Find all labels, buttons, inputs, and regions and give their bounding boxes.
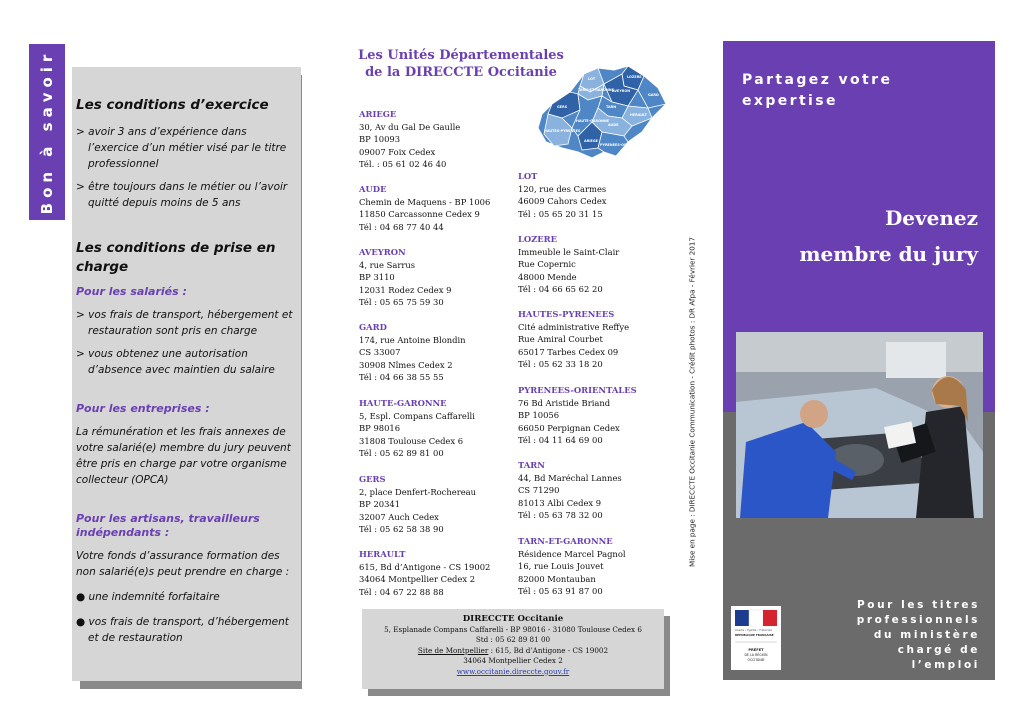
footer-site-row (362, 646, 664, 657)
dept-line: BP 10056 (518, 410, 560, 420)
dept-line: Tél : 05 63 91 87 00 (518, 586, 603, 596)
salaries-bullet-2: > vous obtenez une autorisation d’absence avec maintien du salaire (76, 348, 275, 376)
dept-name: HAUTE-GARONNE (359, 398, 447, 408)
dept-line: Cité administrative Reffye (518, 321, 630, 332)
entreprises-title: Pour les entreprises : (76, 402, 210, 415)
audience-line: du ministère (873, 629, 980, 641)
dept-tarn (518, 459, 622, 522)
dept-line: 48000 Mende (518, 271, 577, 282)
bon-a-savoir-label: Bon à savoir (38, 49, 56, 215)
jury-photo (736, 332, 983, 518)
dept-line: BP 98016 (359, 423, 401, 433)
footer-site-address: : 615, Bd d’Antigone - CS 19002 (488, 645, 609, 655)
title-line1: Devenez (884, 206, 978, 230)
dept-line: Résidence Marcel Pagnol (518, 548, 626, 559)
dept-line: Tél : 05 65 75 59 30 (359, 297, 444, 307)
dept-line: 44, Bd Maréchal Lannes (518, 472, 622, 483)
title-line2: membre du jury (799, 242, 978, 266)
prefet-occitanie-logo (731, 606, 781, 670)
dept-line: 32007 Auch Cedex (359, 511, 439, 522)
dept-line: 30, Av du Gal De Gaulle (359, 121, 461, 132)
dept-line: Rue Copernic (518, 259, 576, 269)
footer-url-link[interactable]: www.occitanie.direccte.gouv.fr (456, 666, 570, 676)
dept-name: HERAULT (359, 549, 406, 559)
dept-line: 11850 Carcassonne Cedex 9 (359, 209, 480, 219)
dept-name: HAUTES-PYRENEES (518, 309, 615, 319)
prise-en-charge-heading: Les conditions de prise en charge (76, 240, 276, 275)
map-label-aveyron: AVEYRON (612, 89, 631, 93)
artisans-text: Votre fonds d’assurance formation des non salarié(e)s peut prendre en charge : (76, 550, 290, 578)
exercice-bullet-2: > être toujours dans le métier ou l’avoir quitté depuis moins de 5 ans (76, 181, 288, 209)
map-label-gard: GARD (648, 93, 659, 97)
map-label-hautes-pyrenees: HAUTES-PYRENEES (544, 129, 581, 133)
audience-line: Pour les titres (856, 599, 980, 611)
logo-prefet-line2: DE LA RÉGION (744, 653, 768, 657)
dept-line: CS 33007 (359, 347, 401, 357)
dept-line: Rue Amiral Courbet (518, 334, 603, 344)
logo-flag-blue (735, 610, 749, 626)
dept-line: Tél : 05 63 78 32 00 (518, 510, 603, 520)
credits-vertical (686, 212, 698, 592)
dept-name: ARIEGE (359, 109, 397, 119)
map-label-ariege: ARIEGE (584, 139, 598, 143)
dept-line: 615, Bd d’Antigone - CS 19002 (359, 561, 491, 572)
dept-line: Tél : 05 65 20 31 15 (518, 208, 603, 219)
photo-wall-light (886, 342, 946, 378)
logo-prefet-line3: OCCITANIE (747, 658, 765, 662)
dept-name: TARN-ET-GARONNE (518, 536, 613, 546)
dept-line: 46009 Cahors Cedex (518, 196, 607, 206)
conditions-exercice-heading: Les conditions d’exercice (76, 97, 269, 113)
dept-line: Tél : 04 66 38 55 55 (359, 372, 444, 382)
dept-pyrenees-orientales (518, 384, 637, 447)
map-label-gers: GERS (557, 105, 568, 109)
direccte-footer (362, 609, 664, 689)
dept-line: CS 71290 (518, 485, 560, 495)
map-label-tarn: TARN (606, 105, 617, 109)
dept-gers (359, 473, 476, 536)
dept-line: 174, rue Antoine Blondin (359, 334, 466, 345)
dept-line: BP 20341 (359, 499, 401, 509)
dept-line: 76 Bd Aristide Briand (518, 397, 611, 408)
dept-hautes-pyrenees (518, 308, 629, 371)
map-label-lozere: LOZERE (627, 75, 642, 79)
logo-motto: Liberté • Égalité • Fraternité (735, 629, 772, 632)
dept-aude (359, 183, 490, 233)
map-label-haute-garonne: HAUTE-GARONNE (576, 119, 610, 123)
bon-a-savoir-tab (29, 44, 65, 220)
map-label-herault: HERAULT (630, 113, 647, 117)
salaries-title: Pour les salariés : (76, 285, 187, 298)
footer-address: 5, Esplanade Compans Caffarelli - BP 98016 - 31080 Toulouse Cedex 6 (384, 624, 642, 634)
panel1-content (76, 96, 300, 646)
dept-line: Immeuble le Saint-Clair (518, 246, 620, 257)
dept-line: BP 10093 (359, 134, 401, 144)
occitanie-map (532, 62, 674, 162)
dept-line: Chemin de Maquens - BP 1006 (359, 196, 491, 207)
dept-line: 65017 Tarbes Cedex 09 (518, 346, 619, 357)
entreprises-text: La rémunération et les frais annexes de votre salarié(e) membre du jury peuvent être pris en charge par votre organisme collecteur (OPCA) (76, 426, 291, 486)
dept-name: AVEYRON (359, 247, 406, 257)
logo-prefet-line1: PRÉFET (748, 648, 764, 652)
dept-line: Tél : 04 66 65 62 20 (518, 284, 603, 294)
dept-tarn-et-garonne (518, 535, 626, 598)
logo-republic-text: RÉPUBLIQUE FRANÇAISE (735, 633, 774, 637)
artisans-bullet-2: ● vos frais de transport, d’hébergement et de restauration (76, 616, 289, 644)
tagline (742, 70, 892, 112)
dept-line: 66050 Perpignan Cedex (518, 422, 620, 433)
panel2-title-line1: Les Unités Départementales (358, 48, 564, 63)
credits-text: Mise en page : DIRECCTE Occitanie Communication - Crédit photos : DR Afpa - Février 2017 (687, 237, 697, 567)
dept-herault (359, 548, 490, 598)
footer-std: Std : 05 62 89 81 00 (475, 635, 551, 644)
dept-line: 2, place Denfert-Rochereau (359, 486, 477, 497)
exercice-bullet-1: > avoir 3 ans d’expérience dans l’exercice d’un métier visé par le titre professionnel (76, 126, 287, 170)
tagline-line1: Partagez votre (742, 72, 893, 88)
map-label-pyrenees-orientales: PYRENEES-ORIENTALES (600, 143, 645, 147)
map-label-tarn-et-garonne: TARN-ET-GARONNE (578, 88, 614, 92)
dept-name: LOZERE (518, 234, 558, 244)
dept-line: 81013 Albi Cedex 9 (518, 497, 602, 508)
dept-line: 120, rue des Carmes (518, 183, 607, 194)
dept-haute-garonne (359, 397, 475, 460)
dept-name: GARD (359, 322, 387, 332)
dept-line: Tél : 05 62 89 81 00 (359, 448, 444, 458)
dept-line: 09007 Foix Cedex (359, 146, 436, 157)
dept-line: 82000 Montauban (518, 573, 596, 584)
artisans-bullet-1: ● une indemnité forfaitaire (76, 591, 220, 603)
dept-gard (359, 321, 466, 384)
footer-site-city: 34064 Montpellier Cedex 2 (463, 656, 563, 665)
logo-flag-red (763, 610, 777, 626)
dept-name: GERS (359, 474, 386, 484)
dept-line: Tél : 05 62 33 18 20 (518, 359, 603, 369)
audience-line: chargé de (897, 644, 980, 656)
map-label-aude: AUDE (608, 123, 619, 127)
dept-lot (518, 170, 607, 220)
dept-line: 34064 Montpellier Cedex 2 (359, 574, 476, 584)
cover-title (799, 200, 978, 272)
dept-line: Tél. : 05 61 02 46 40 (359, 159, 447, 169)
artisans-title: Pour les artisans, travailleurs indépendants : (76, 512, 260, 539)
dept-line: 4, rue Sarrus (359, 259, 416, 270)
dept-line: 16, rue Louis Jouvet (518, 561, 604, 571)
footer-title: DIRECCTE Occitanie (462, 614, 564, 624)
photo-mechanic-head (800, 400, 828, 428)
dept-name: TARN (518, 460, 545, 470)
dept-line: Tél : 04 68 77 40 44 (359, 221, 444, 232)
dept-lozere (518, 233, 619, 296)
dept-name: LOT (518, 171, 538, 181)
dept-line: 12031 Rodez Cedex 9 (359, 284, 452, 295)
panel2-title-line2: de la DIRECCTE Occitanie (365, 65, 557, 80)
dept-name: AUDE (359, 184, 387, 194)
dept-aveyron (359, 246, 451, 309)
tagline-line2: expertise (742, 93, 838, 109)
dept-line: 31808 Toulouse Cedex 6 (359, 435, 464, 446)
audience-line: professionnels (856, 614, 980, 626)
audience-line: l’emploi (911, 659, 980, 671)
dept-line: BP 3110 (359, 272, 395, 282)
audience-text (770, 598, 980, 673)
footer-site-label: Site de Montpellier (417, 645, 489, 655)
salaries-bullet-1: > vos frais de transport, hébergement et restauration sont pris en charge (76, 309, 293, 337)
dept-line: 30908 Nîmes Cedex 2 (359, 359, 453, 370)
dept-line: 5, Espl. Compans Caffarelli (359, 410, 475, 421)
map-label-lot: LOT (588, 77, 596, 81)
dept-line: Tél : 04 67 22 88 88 (359, 586, 444, 597)
dept-ariege (359, 108, 460, 171)
dept-line: Tél : 05 62 58 38 90 (359, 524, 444, 534)
dept-name: PYRENEES-ORIENTALES (518, 385, 637, 395)
dept-line: Tél : 04 11 64 69 00 (518, 435, 603, 445)
